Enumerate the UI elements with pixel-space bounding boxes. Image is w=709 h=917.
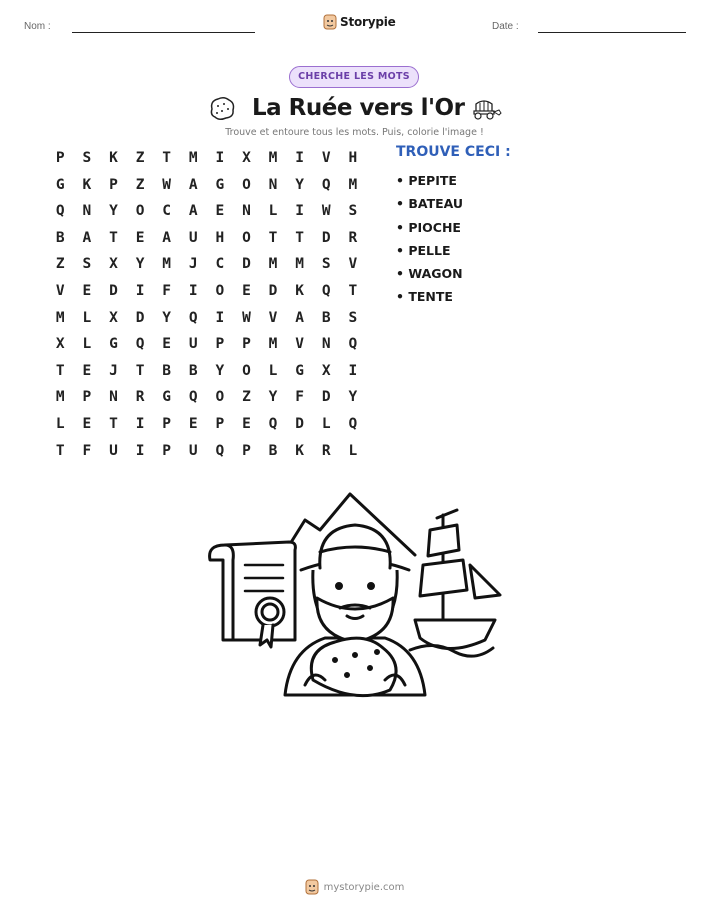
grid-letter[interactable]: G — [295, 362, 304, 379]
date-label: Date : — [492, 21, 519, 32]
brand-name: Storypie — [340, 15, 396, 29]
word-list-title: TROUVE CECI : — [396, 144, 511, 160]
grid-letter[interactable]: Z — [55, 256, 65, 273]
grid-letter[interactable]: Q — [135, 336, 145, 353]
grid-letter[interactable]: Y — [268, 389, 278, 406]
grid-letter[interactable]: S — [348, 203, 358, 220]
grid-letter[interactable]: M — [55, 309, 65, 326]
grid-letter[interactable]: P — [162, 442, 172, 459]
grid-letter[interactable]: T — [295, 229, 304, 246]
name-line[interactable] — [72, 32, 255, 33]
grid-letter[interactable]: N — [268, 176, 278, 193]
grid-letter[interactable]: Q — [321, 282, 331, 299]
grid-letter[interactable]: O — [242, 229, 251, 246]
activity-badge: CHERCHE LES MOTS — [289, 66, 419, 88]
grid-letter[interactable]: M — [268, 256, 278, 273]
page-title: La Ruée vers l'Or — [252, 95, 465, 121]
grid-letter[interactable]: Y — [348, 389, 358, 406]
grid-letter[interactable]: G — [109, 336, 118, 353]
grid-letter[interactable]: P — [242, 442, 251, 459]
grid-letter[interactable]: W — [242, 309, 251, 326]
grid-letter[interactable]: A — [188, 203, 198, 220]
grid-letter[interactable]: D — [321, 229, 331, 246]
grid-letter[interactable]: O — [242, 362, 251, 379]
grid-row — [47, 225, 366, 252]
grid-letter[interactable]: R — [135, 389, 145, 406]
grid-letter[interactable]: S — [321, 256, 331, 273]
grid-row — [47, 198, 366, 225]
grid-letter[interactable]: E — [215, 203, 225, 220]
grid-letter[interactable]: X — [109, 256, 118, 273]
grid-letter[interactable]: G — [162, 389, 172, 406]
grid-letter[interactable]: E — [82, 282, 92, 299]
grid-letter[interactable]: Q — [348, 415, 358, 432]
word-list-item: • WAGON — [396, 266, 463, 282]
grid-letter[interactable]: A — [82, 229, 92, 246]
grid-letter[interactable]: J — [109, 362, 118, 379]
instructions: Trouve et entoure tous les mots. Puis, colorie l'image ! — [225, 127, 484, 138]
grid-letter[interactable]: R — [348, 229, 358, 246]
grid-row — [47, 384, 366, 411]
grid-letter[interactable]: K — [82, 176, 92, 193]
grid-letter[interactable]: Q — [215, 442, 225, 459]
grid-letter[interactable]: L — [82, 336, 92, 353]
grid-letter[interactable]: Q — [188, 309, 198, 326]
grid-letter[interactable]: N — [321, 336, 331, 353]
grid-letter[interactable]: K — [295, 282, 304, 299]
grid-letter[interactable]: B — [188, 362, 198, 379]
grid-letter[interactable]: I — [135, 442, 145, 459]
grid-letter[interactable]: I — [215, 309, 225, 326]
brand — [323, 14, 396, 30]
grid-letter[interactable]: B — [321, 309, 331, 326]
grid-letter[interactable]: S — [82, 150, 92, 166]
grid-letter[interactable]: I — [135, 415, 145, 432]
grid-letter[interactable]: D — [109, 282, 118, 299]
grid-letter[interactable]: M — [55, 389, 65, 406]
footer-url[interactable]: mystorypie.com — [323, 881, 405, 893]
grid-letter[interactable]: A — [188, 176, 198, 193]
grid-letter[interactable]: X — [321, 362, 331, 379]
grid-letter[interactable]: U — [188, 442, 198, 459]
grid-letter[interactable]: X — [242, 150, 251, 166]
grid-letter[interactable]: F — [162, 282, 172, 299]
grid-letter[interactable]: S — [348, 309, 358, 326]
grid-letter[interactable]: A — [295, 309, 304, 326]
grid-letter[interactable]: D — [268, 282, 278, 299]
grid-letter[interactable]: N — [82, 203, 92, 220]
grid-letter[interactable]: Z — [242, 389, 251, 406]
grid-letter[interactable]: I — [348, 362, 358, 379]
grid-letter[interactable]: M — [162, 256, 172, 273]
grid-letter[interactable]: J — [188, 256, 198, 273]
grid-letter[interactable]: E — [242, 282, 251, 299]
grid-letter[interactable]: D — [321, 389, 331, 406]
grid-letter[interactable]: Z — [135, 150, 145, 166]
name-label: Nom : — [24, 21, 51, 32]
grid-letter[interactable]: P — [215, 336, 225, 353]
grid-letter[interactable]: C — [162, 203, 172, 220]
grid-letter[interactable]: T — [348, 282, 358, 299]
grid-letter[interactable]: V — [348, 256, 358, 273]
grid-letter[interactable]: E — [82, 362, 92, 379]
gold-nugget-icon — [207, 94, 237, 122]
grid-letter[interactable]: P — [215, 415, 225, 432]
grid-letter[interactable]: T — [55, 362, 65, 379]
grid-letter[interactable]: M — [268, 150, 278, 166]
word-list-item: • PEPITE — [396, 173, 457, 188]
grid-letter[interactable]: L — [268, 362, 278, 379]
grid-row — [47, 278, 366, 305]
grid-letter[interactable]: Q — [55, 203, 65, 220]
grid-letter[interactable]: N — [109, 389, 118, 406]
grid-row — [47, 438, 366, 465]
grid-letter[interactable]: L — [55, 415, 65, 432]
grid-letter[interactable]: A — [162, 229, 172, 246]
grid-letter[interactable]: V — [321, 150, 331, 166]
grid-letter[interactable]: L — [321, 415, 331, 432]
grid-letter[interactable]: N — [242, 203, 251, 220]
grid-letter[interactable]: L — [348, 442, 358, 459]
grid-letter[interactable]: L — [82, 309, 92, 326]
grid-letter[interactable]: I — [188, 282, 198, 299]
word-list-item: • BATEAU — [396, 196, 464, 212]
grid-letter[interactable]: E — [242, 415, 251, 432]
grid-letter[interactable]: B — [268, 442, 278, 459]
grid-letter[interactable]: V — [55, 282, 65, 299]
word-list-item: • PIOCHE — [396, 219, 461, 235]
grid-letter[interactable]: I — [215, 150, 225, 166]
grid-letter[interactable]: E — [162, 336, 172, 353]
grid-letter[interactable]: F — [82, 442, 92, 459]
grid-letter[interactable]: Z — [135, 176, 145, 193]
grid-letter[interactable]: T — [162, 150, 172, 166]
grid-letter[interactable]: P — [162, 415, 172, 432]
grid-letter[interactable]: U — [188, 336, 198, 353]
grid-letter[interactable]: M — [268, 336, 278, 353]
grid-letter[interactable]: V — [268, 309, 278, 326]
grid-letter[interactable]: M — [348, 176, 358, 193]
grid-row — [47, 411, 366, 438]
word-list-item: • TENTE — [396, 289, 453, 305]
grid-letter[interactable]: U — [109, 442, 118, 459]
storypie-logo-icon — [323, 14, 337, 30]
grid-letter[interactable]: Y — [295, 176, 304, 193]
grid-letter[interactable]: Q — [348, 336, 358, 353]
grid-letter[interactable]: I — [135, 282, 145, 299]
grid-letter[interactable]: T — [268, 229, 278, 246]
grid-letter[interactable]: E — [188, 415, 198, 432]
grid-row — [47, 358, 366, 385]
grid-letter[interactable]: Q — [188, 389, 198, 406]
grid-letter[interactable]: K — [109, 150, 118, 166]
word-list-item: • PELLE — [396, 242, 451, 258]
grid-letter[interactable]: Q — [321, 176, 331, 193]
grid-letter[interactable]: P — [109, 176, 118, 193]
grid-letter[interactable]: R — [321, 442, 331, 459]
grid-letter[interactable]: F — [295, 389, 304, 406]
grid-letter[interactable]: P — [82, 389, 92, 406]
date-line[interactable] — [538, 32, 686, 33]
grid-letter[interactable]: G — [55, 176, 65, 193]
grid-row — [47, 305, 366, 332]
grid-letter[interactable]: E — [82, 415, 92, 432]
grid-letter[interactable]: M — [295, 256, 304, 273]
grid-letter[interactable]: X — [109, 309, 118, 326]
grid-letter[interactable]: B — [162, 362, 172, 379]
grid-letter[interactable]: W — [162, 176, 172, 193]
word-search-grid[interactable] — [47, 145, 366, 464]
grid-letter[interactable]: E — [135, 229, 145, 246]
grid-letter[interactable]: T — [135, 362, 145, 379]
grid-letter[interactable]: L — [268, 203, 278, 220]
grid-letter[interactable]: K — [295, 442, 304, 459]
grid-letter[interactable]: O — [135, 203, 145, 220]
grid-letter[interactable]: Y — [135, 256, 145, 273]
grid-letter[interactable]: G — [215, 176, 225, 193]
grid-letter[interactable]: O — [215, 389, 225, 406]
grid-letter[interactable]: W — [321, 203, 331, 220]
grid-letter[interactable]: Y — [109, 203, 118, 220]
grid-letter[interactable]: D — [135, 309, 145, 326]
grid-letter[interactable]: P — [242, 336, 251, 353]
grid-letter[interactable]: S — [82, 256, 92, 273]
grid-letter[interactable]: O — [242, 176, 251, 193]
covered-wagon-icon — [468, 98, 502, 120]
grid-row — [47, 331, 366, 358]
storypie-logo-icon — [305, 879, 319, 895]
grid-row — [47, 251, 366, 278]
grid-letter[interactable]: X — [55, 336, 65, 353]
grid-letter[interactable]: O — [215, 282, 225, 299]
grid-letter[interactable]: Q — [268, 415, 278, 432]
grid-letter[interactable]: D — [242, 256, 251, 273]
grid-letter[interactable]: T — [109, 229, 118, 246]
grid-letter[interactable]: U — [188, 229, 198, 246]
grid-letter[interactable]: P — [55, 150, 65, 166]
grid-letter[interactable]: D — [295, 415, 304, 432]
grid-letter[interactable]: B — [55, 229, 65, 246]
gold-miner-illustration[interactable] — [205, 490, 505, 720]
grid-row — [47, 145, 366, 172]
title-row — [0, 92, 709, 124]
grid-letter[interactable]: H — [348, 150, 358, 166]
grid-letter[interactable]: H — [215, 229, 225, 246]
grid-letter[interactable]: V — [295, 336, 304, 353]
grid-letter[interactable]: T — [109, 415, 118, 432]
grid-letter[interactable]: I — [295, 150, 304, 166]
grid-letter[interactable]: Y — [215, 362, 225, 379]
grid-letter[interactable]: T — [55, 442, 65, 459]
grid-letter[interactable]: C — [215, 256, 225, 273]
grid-letter[interactable]: I — [295, 203, 304, 220]
word-list — [396, 172, 463, 312]
footer — [0, 879, 709, 895]
grid-letter[interactable]: Y — [162, 309, 172, 326]
grid-row — [47, 172, 366, 199]
grid-letter[interactable]: M — [188, 150, 198, 166]
